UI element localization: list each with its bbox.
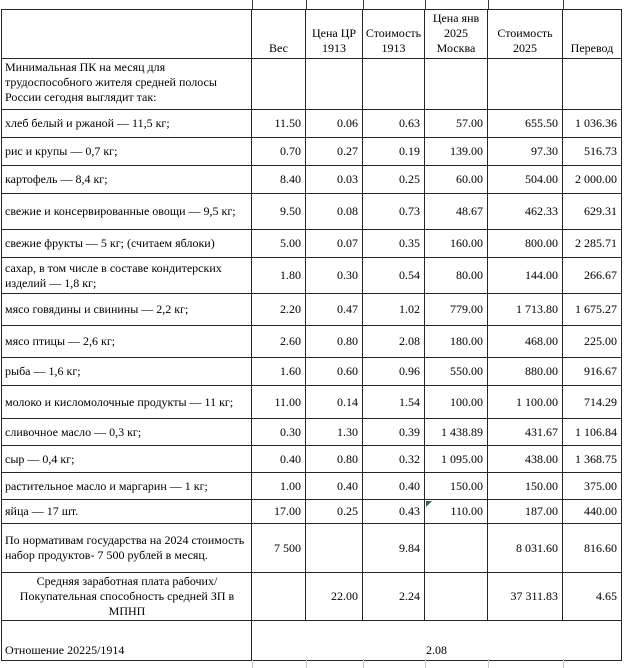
value-cell[interactable]: 9.50 — [252, 194, 306, 230]
value-cell[interactable]: 1 106.84 — [563, 419, 622, 446]
value-cell[interactable]: 0.40 — [306, 473, 363, 500]
value-cell[interactable]: 1 368.75 — [563, 446, 622, 473]
value-cell[interactable]: 431.67 — [488, 419, 563, 446]
item-row — [2, 138, 622, 166]
item-label-cell[interactable]: мясо говядины и свинины — 2,2 кг; — [2, 294, 252, 326]
value-cell[interactable]: 1 095.00 — [425, 446, 488, 473]
item-row — [2, 294, 622, 326]
value-cell[interactable]: 0.30 — [252, 419, 306, 446]
value-cell[interactable] — [425, 524, 488, 573]
gridline-stub-top — [563, 0, 564, 9]
gridline-stub-top — [488, 0, 489, 9]
value-cell[interactable]: 4.65 — [563, 573, 622, 621]
item-row — [2, 230, 622, 258]
item-row — [2, 110, 622, 138]
value-cell[interactable]: 187.00 — [488, 500, 563, 524]
empty-cell[interactable] — [252, 59, 306, 110]
value-cell[interactable]: 462.33 — [488, 194, 563, 230]
column-header-2[interactable]: Цена ЦР 1913 — [306, 10, 363, 59]
value-cell[interactable]: 1 713.80 — [488, 294, 563, 326]
value-cell[interactable]: 1.80 — [252, 258, 306, 294]
value-cell[interactable]: 0.63 — [363, 110, 425, 138]
item-row — [2, 326, 622, 358]
item-label-cell[interactable]: сливочное масло — 0,3 кг; — [2, 419, 252, 446]
gridline-stub-bottom — [306, 659, 307, 668]
value-cell[interactable]: 8.40 — [252, 166, 306, 194]
value-cell[interactable]: 1.60 — [252, 358, 306, 386]
value-cell[interactable]: 916.67 — [563, 358, 622, 386]
value-cell[interactable]: 1.02 — [363, 294, 425, 326]
value-cell[interactable]: 714.29 — [563, 386, 622, 419]
value-cell[interactable]: 9.84 — [363, 524, 425, 573]
column-header-1[interactable]: Вес — [252, 10, 306, 59]
value-cell[interactable]: 1.30 — [306, 419, 363, 446]
value-cell[interactable]: 37 311.83 — [488, 573, 563, 621]
value-cell[interactable]: 0.40 — [363, 473, 425, 500]
item-label-cell[interactable]: растительное масло и маргарин — 1 кг; — [2, 473, 252, 500]
value-cell[interactable]: 0.60 — [306, 358, 363, 386]
gridline-stub-bottom — [252, 659, 253, 668]
value-cell[interactable]: 139.00 — [425, 138, 488, 166]
empty-cell[interactable] — [488, 59, 563, 110]
ratio-row — [2, 621, 622, 661]
gridline-stub-bottom — [563, 659, 564, 668]
column-header-4[interactable]: Цена янв 2025 Москва — [425, 10, 488, 59]
value-cell[interactable]: 504.00 — [488, 166, 563, 194]
value-cell[interactable]: 880.00 — [488, 358, 563, 386]
value-cell[interactable]: 7 500 — [252, 524, 306, 573]
value-cell[interactable]: 0.40 — [252, 446, 306, 473]
value-cell[interactable]: 0.08 — [306, 194, 363, 230]
value-cell[interactable]: 816.60 — [563, 524, 622, 573]
value-cell[interactable]: 2 000.00 — [563, 166, 622, 194]
item-label-cell[interactable]: сахар, в том числе в составе кондитерских изделий — 1,8 кг; — [2, 258, 252, 294]
intro-row — [2, 59, 622, 110]
value-cell[interactable]: 0.27 — [306, 138, 363, 166]
header-row — [2, 10, 622, 59]
value-cell[interactable]: 0.96 — [363, 358, 425, 386]
value-cell[interactable]: 225.00 — [563, 326, 622, 358]
value-cell[interactable]: 0.07 — [306, 230, 363, 258]
value-cell[interactable]: 1.00 — [252, 473, 306, 500]
value-cell[interactable]: 22.00 — [306, 573, 363, 621]
item-label-cell[interactable]: рыба — 1,6 кг; — [2, 358, 252, 386]
value-cell[interactable]: 2.24 — [363, 573, 425, 621]
value-cell[interactable]: 0.47 — [306, 294, 363, 326]
item-row — [2, 473, 622, 500]
item-label-cell[interactable]: мясо птицы — 2,6 кг; — [2, 326, 252, 358]
value-cell[interactable]: 0.70 — [252, 138, 306, 166]
item-label-cell[interactable]: яйца — 17 шт. — [2, 500, 252, 524]
item-row — [2, 194, 622, 230]
item-label-cell[interactable]: По нормативам государства на 2024 стоимость набор продуктов- 7 500 рублей в месяц. — [2, 524, 252, 573]
gridline-stub-bottom — [425, 659, 426, 668]
intro-label-cell[interactable]: Минимальная ПК на месяц для трудоспособного жителя средней полосы России сегодня выглядит так: — [2, 59, 252, 110]
item-row — [2, 446, 622, 473]
item-row — [2, 258, 622, 294]
item-row — [2, 500, 622, 524]
value-cell[interactable]: 0.30 — [306, 258, 363, 294]
value-cell[interactable]: 0.19 — [363, 138, 425, 166]
value-cell[interactable]: 97.30 — [488, 138, 563, 166]
ratio-label-cell[interactable]: Отношение 20225/1914 — [2, 621, 252, 661]
item-row — [2, 419, 622, 446]
value-cell[interactable]: 110.00 — [425, 500, 488, 524]
value-cell[interactable]: 5.00 — [252, 230, 306, 258]
value-cell[interactable]: 468.00 — [488, 326, 563, 358]
value-cell[interactable]: 1 438.89 — [425, 419, 488, 446]
value-cell[interactable]: 2.08 — [363, 326, 425, 358]
value-cell[interactable]: 0.54 — [363, 258, 425, 294]
value-cell[interactable]: 440.00 — [563, 500, 622, 524]
value-cell[interactable]: 629.31 — [563, 194, 622, 230]
value-cell[interactable]: 0.25 — [363, 166, 425, 194]
value-cell[interactable]: 1 036.36 — [563, 110, 622, 138]
item-label-cell[interactable]: хлеб белый и ржаной — 11,5 кг; — [2, 110, 252, 138]
item-label-cell[interactable]: сыр — 0,4 кг; — [2, 446, 252, 473]
value-cell[interactable]: 48.67 — [425, 194, 488, 230]
value-cell[interactable]: 11.50 — [252, 110, 306, 138]
gridline-stub-top — [306, 0, 307, 9]
value-cell[interactable]: 550.00 — [425, 358, 488, 386]
value-cell[interactable]: 0.32 — [363, 446, 425, 473]
value-cell[interactable]: 375.00 — [563, 473, 622, 500]
value-cell[interactable] — [425, 573, 488, 621]
column-header-0[interactable] — [2, 10, 252, 59]
value-cell[interactable]: 150.00 — [425, 473, 488, 500]
item-label-cell[interactable]: Средняя заработная плата рабочих/Покупательная способность средней ЗП в МПНП — [2, 573, 252, 621]
cell-flag-icon — [426, 501, 432, 507]
value-cell[interactable]: 438.00 — [488, 446, 563, 473]
item-label-cell[interactable]: свежие и консервированные овощи — 9,5 кг; — [2, 194, 252, 230]
gridline-stub-bottom — [488, 659, 489, 668]
value-cell[interactable]: 150.00 — [488, 473, 563, 500]
value-cell[interactable]: 0.73 — [363, 194, 425, 230]
item-label-cell[interactable]: рис и крупы — 0,7 кг; — [2, 138, 252, 166]
value-cell[interactable]: 0.35 — [363, 230, 425, 258]
empty-cell[interactable] — [425, 59, 488, 110]
summary-row — [2, 573, 622, 621]
value-cell[interactable]: 57.00 — [425, 110, 488, 138]
column-header-5[interactable]: Стоимость 2025 — [488, 10, 563, 59]
value-cell[interactable]: 144.00 — [488, 258, 563, 294]
value-cell[interactable]: 1 675.27 — [563, 294, 622, 326]
item-row — [2, 358, 622, 386]
value-cell[interactable]: 8 031.60 — [488, 524, 563, 573]
empty-cell[interactable] — [363, 59, 425, 110]
item-label-cell[interactable]: свежие фрукты — 5 кг; (считаем яблоки) — [2, 230, 252, 258]
item-row — [2, 386, 622, 419]
value-cell[interactable]: 0.03 — [306, 166, 363, 194]
value-cell[interactable]: 2.20 — [252, 294, 306, 326]
value-cell[interactable]: 0.06 — [306, 110, 363, 138]
value-cell[interactable]: 655.50 — [488, 110, 563, 138]
item-label-cell[interactable]: картофель — 8,4 кг; — [2, 166, 252, 194]
item-label-cell[interactable]: молоко и кисломолочные продукты — 11 кг; — [2, 386, 252, 419]
column-header-3[interactable]: Стоимость 1913 — [363, 10, 425, 59]
ratio-value-cell[interactable]: 2.08 — [252, 621, 622, 661]
value-cell[interactable]: 0.14 — [306, 386, 363, 419]
value-cell[interactable]: 11.00 — [252, 386, 306, 419]
value-cell[interactable]: 1 100.00 — [488, 386, 563, 419]
value-cell[interactable]: 160.00 — [425, 230, 488, 258]
gridline-stub-top — [363, 0, 364, 9]
gridline-stub-top — [425, 0, 426, 9]
value-cell[interactable]: 2 285.71 — [563, 230, 622, 258]
empty-cell[interactable] — [563, 59, 622, 110]
value-cell[interactable]: 0.43 — [363, 500, 425, 524]
item-row — [2, 166, 622, 194]
gridline-stub-top — [252, 0, 253, 9]
value-cell[interactable]: 0.25 — [306, 500, 363, 524]
column-header-6[interactable]: Перевод — [563, 10, 622, 59]
empty-cell[interactable] — [306, 59, 363, 110]
value-cell[interactable]: 1.54 — [363, 386, 425, 419]
value-cell[interactable]: 0.80 — [306, 326, 363, 358]
value-cell[interactable]: 17.00 — [252, 500, 306, 524]
value-cell[interactable]: 100.00 — [425, 386, 488, 419]
value-cell[interactable]: 266.67 — [563, 258, 622, 294]
gridline-stub-bottom — [363, 659, 364, 668]
summary-row — [2, 524, 622, 573]
value-cell[interactable]: 800.00 — [488, 230, 563, 258]
value-cell[interactable]: 0.80 — [306, 446, 363, 473]
value-cell[interactable]: 60.00 — [425, 166, 488, 194]
value-cell[interactable]: 779.00 — [425, 294, 488, 326]
value-cell[interactable]: 2.60 — [252, 326, 306, 358]
value-cell[interactable]: 80.00 — [425, 258, 488, 294]
value-cell[interactable]: 180.00 — [425, 326, 488, 358]
value-cell[interactable] — [252, 573, 306, 621]
price-comparison-table — [1, 9, 622, 661]
value-cell[interactable]: 516.73 — [563, 138, 622, 166]
value-cell[interactable]: 0.39 — [363, 419, 425, 446]
value-cell[interactable] — [306, 524, 363, 573]
